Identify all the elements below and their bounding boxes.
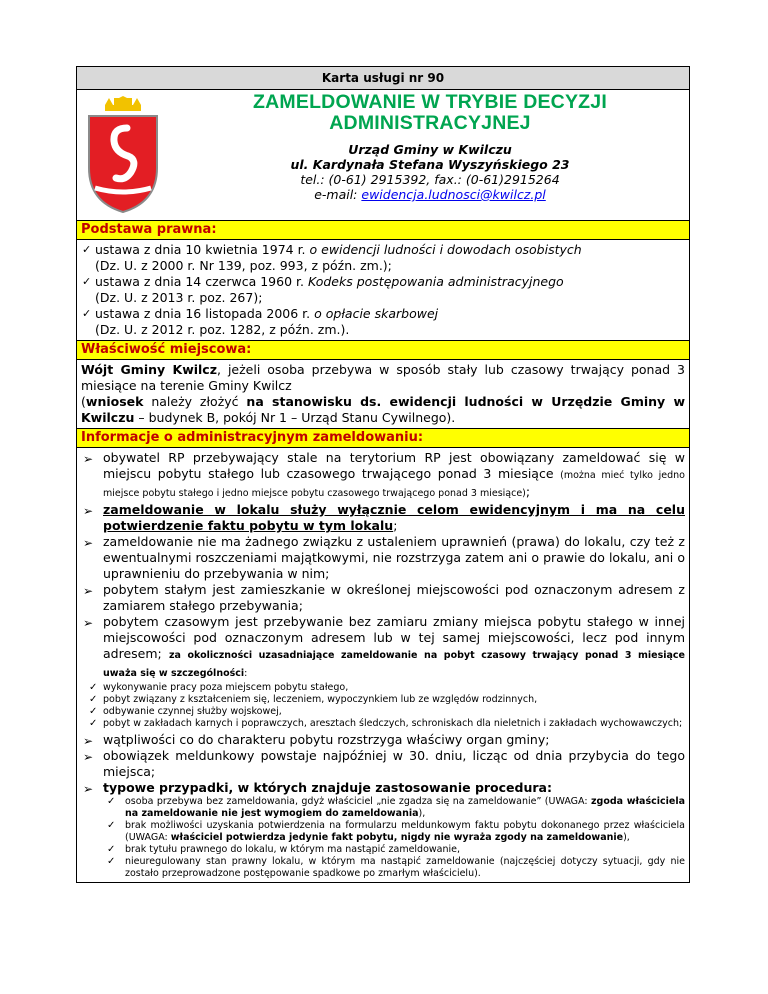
info-item (81, 582, 685, 614)
sub-item (81, 718, 685, 730)
info-note: (można mieć tylko jedno miejsce pobytu stałego i jedno miejsce pobytu czasowego trwającego ponad 3 miesiące) (103, 470, 685, 499)
case-item (81, 856, 685, 880)
info-text: obywatel RP przebywający stale na terytorium RP jest obowiązany zameldować się w miejscu pobytu stałego lub czasowego trwającego ponad 3 miesiące (103, 450, 685, 481)
arrow-bullet-icon: ➢ (83, 734, 94, 748)
service-card (76, 66, 690, 883)
case-end: ), (418, 808, 426, 819)
case-emphasis: zgoda właściciela na zameldowanie nie jest wymogiem do zameldowania (125, 796, 685, 819)
case-text: osoba przebywa bez zameldowania, gdyż właściciel „nie zgadza się na zameldowanie” (UWAGA: (125, 796, 591, 807)
legal-basis-heading: Podstawa prawna: (77, 221, 689, 240)
case-item (81, 820, 685, 844)
arrow-bullet-icon: ➢ (83, 750, 94, 764)
info-item (81, 534, 685, 582)
info-text: obowiązek meldunkowy powstaje najpóźniej w 30. dniu, licząc od dnia przybycia do tego miejsca; (103, 748, 685, 779)
info-end: : (244, 668, 248, 679)
case-emphasis: właściciel potwierdza jedynie fakt pobytu, nigdy nie wyraża zgody na zameldowanie (170, 832, 624, 843)
office-name: Urząd Gminy w Kwilczu (348, 142, 512, 157)
info-item (81, 780, 685, 796)
email-label: e-mail: (314, 187, 362, 202)
jurisdiction-text (77, 360, 689, 429)
office-contact (175, 142, 685, 202)
info-text: zameldowanie nie ma żadnego związku z ustaleniem uprawnień (prawa) do lokalu, czy też z ewentualnymi roszczeniami majątkowymi, nie rozstrzyga zatem ani o prawie do lokalu, ani o uprawnieniu do przebywania w nim; (103, 534, 685, 581)
info-item (81, 450, 685, 502)
checkmark-icon: ✓ (89, 694, 98, 705)
legal-item (81, 274, 685, 290)
legal-item-title: o opłacie skarbowej (314, 306, 439, 321)
sub-item (81, 706, 685, 718)
legal-item-prefix: ustawa z dnia 16 listopada 2006 r. (95, 306, 315, 321)
info-text: pobytem stałym jest zamieszkanie w określonej miejscowości pod oznaczonym adresem z zamiarem stałego przebywania; (103, 582, 685, 613)
checkmark-icon: ✓ (107, 856, 116, 867)
info-emphasis: typowe przypadki, w których znajduje zastosowanie procedura: (103, 780, 552, 795)
legal-item-ref: (Dz. U. z 2012 r. poz. 1282, z późn. zm.). (95, 322, 350, 337)
jurisdiction-heading: Właściwość miejscowa: (77, 341, 689, 360)
jurisdiction-para-1 (81, 362, 685, 394)
sub-item-text: pobyt związany z kształceniem się, leczeniem, wypoczynkiem lub ze względów rodzinnych, (103, 694, 538, 705)
arrow-bullet-icon: ➢ (83, 452, 94, 466)
legal-item-title: o ewidencji ludności i dowodach osobistych (309, 242, 582, 257)
submit-text: należy złożyć (143, 394, 247, 409)
title-section (77, 90, 689, 221)
info-emphasis: zameldowanie w lokalu służy wyłącznie celom ewidencyjnym i ma na celu potwierdzenie faktu pobytu w tym lokalu (103, 502, 685, 533)
legal-item-prefix: ustawa z dnia 14 czerwca 1960 r. (95, 274, 308, 289)
arrow-bullet-icon: ➢ (83, 584, 94, 598)
checkmark-icon: ✓ (89, 682, 98, 693)
arrow-bullet-icon: ➢ (83, 504, 94, 518)
office-address: ul. Kardynała Stefana Wyszyńskiego 23 (290, 157, 570, 172)
checkmark-icon: ✓ (107, 820, 116, 831)
case-end: ), (623, 832, 630, 843)
info-emphasis: za okoliczności uzasadniające zameldowanie na pobyt czasowy trwający ponad 3 miesiące uważa się w szczególności (103, 650, 685, 679)
arrow-bullet-icon: ➢ (83, 536, 94, 550)
arrow-bullet-icon: ➢ (83, 782, 94, 796)
paren-open: ( (81, 394, 86, 409)
legal-item-title: Kodeks postępowania administracyjnego (307, 274, 564, 289)
title-line-1: ZAMELDOWANIE W TRYBIE DECYZJI (253, 91, 607, 113)
case-text: brak tytułu prawnego do lokalu, w którym ma nastąpić zameldowanie, (125, 844, 461, 855)
info-end: ; (525, 484, 531, 499)
info-item (81, 748, 685, 780)
jurisdiction-para-2 (81, 394, 685, 426)
case-text: brak możliwości uzyskania potwierdzenia na formularzu meldunkowym faktu pobytu dokonanego przez właściciela (UWAGA: (125, 820, 685, 843)
info-end: ; (393, 518, 398, 533)
legal-item-prefix: ustawa z dnia 10 kwietnia 1974 r. (95, 242, 310, 257)
info-item (81, 732, 685, 748)
legal-item (81, 242, 685, 258)
case-item (81, 844, 685, 856)
jurisdiction-condition: , jeżeli osoba przebywa w sposób stały lub czasowy trwający ponad 3 miesiące na terenie Gminy Kwilcz (81, 362, 685, 393)
info-text: wątpliwości co do charakteru pobytu rozstrzyga właściwy organ gminy; (103, 732, 550, 747)
submit-place: na stanowisku ds. ewidencji ludności w Urzędzie Gminy w Kwilczu (81, 394, 685, 425)
checkmark-icon: ✓ (82, 243, 92, 256)
title-text (175, 92, 685, 202)
authority-name: Wójt Gminy Kwilcz (81, 362, 217, 377)
info-heading: Informacje o administracyjnym zameldowaniu: (77, 429, 689, 448)
checkmark-icon: ✓ (82, 275, 92, 288)
checkmark-icon: ✓ (107, 796, 116, 807)
arrow-bullet-icon: ➢ (83, 616, 94, 630)
info-item (81, 614, 685, 682)
info-item (81, 502, 685, 534)
sub-item (81, 694, 685, 706)
title-line-2: ADMINISTRACYJNEJ (329, 112, 531, 134)
checkmark-icon: ✓ (107, 844, 116, 855)
checkmark-icon: ✓ (82, 307, 92, 320)
case-text: nieuregulowany stan prawny lokalu, w którym ma nastąpić zameldowanie (najczęściej dotyczy sytuacji, gdy nie zostało przeprowadzone postępowanie spadkowe po zmarłym właścicielu). (125, 856, 685, 879)
sub-item-text: wykonywanie pracy poza miejscem pobytu stałego, (103, 682, 349, 693)
office-phone: tel.: (0-61) 2915392, fax.: (0-61)2915264 (300, 172, 560, 187)
checkmark-icon: ✓ (89, 718, 98, 729)
office-email-line (175, 187, 685, 202)
sub-item-text: odbywanie czynnej służby wojskowej, (103, 706, 282, 717)
sub-item-text: pobyt w zakładach karnych i poprawczych, aresztach śledczych, schroniskach dla nieletnich i zakładach wychowawczych; (103, 718, 683, 729)
application-word: wniosek (85, 394, 144, 409)
email-link[interactable]: ewidencja.ludnosci@kwilcz.pl (361, 187, 546, 202)
info-text: pobytem czasowym jest przebywanie bez zamiaru zmiany miejsca pobytu stałego w innej miejscowości pod oznaczonym adresem lub w tej samej miejscowości, lecz pod innym adresem; (103, 614, 685, 661)
room-info: – budynek B, pokój Nr 1 – Urząd Stanu Cywilnego). (134, 410, 456, 425)
info-list (77, 448, 689, 882)
legal-item-ref: (Dz. U. z 2013 r. poz. 267); (95, 290, 263, 305)
service-title (175, 92, 685, 134)
case-item (81, 796, 685, 820)
legal-item (81, 306, 685, 322)
sub-item (81, 682, 685, 694)
coat-of-arms-icon (83, 96, 163, 214)
card-header: Karta usługi nr 90 (77, 67, 689, 90)
legal-item-ref: (Dz. U. z 2000 r. Nr 139, poz. 993, z późn. zm.); (95, 258, 392, 273)
legal-basis-list (77, 240, 689, 341)
checkmark-icon: ✓ (89, 706, 98, 717)
